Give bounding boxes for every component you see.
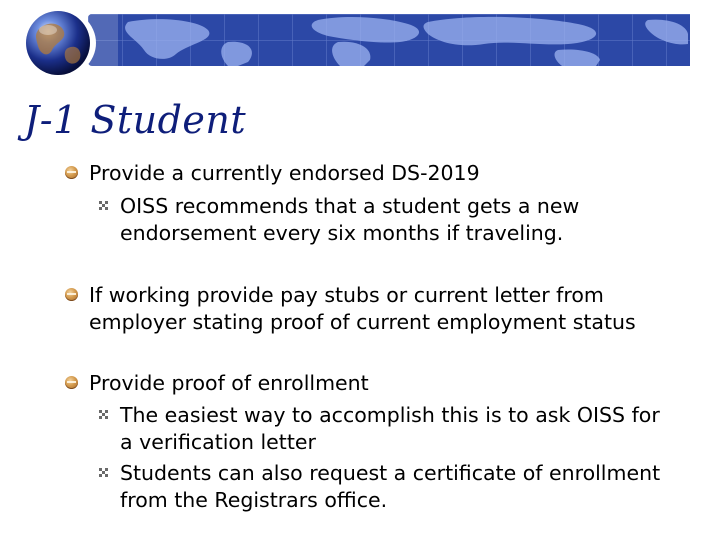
- square-bullet-icon: [98, 409, 109, 420]
- square-bullet-icon: [98, 200, 109, 211]
- round-bullet-icon: [65, 376, 78, 389]
- sub-bullet-line: Students can also request a certificate of enrollment: [120, 461, 661, 485]
- sub-bullet-line: OISS recommends that a student gets a new: [120, 194, 580, 218]
- bullet-line: If working provide pay stubs or current letter from: [89, 283, 604, 307]
- bullet-item: Provide a currently endorsed DS-2019: [89, 161, 480, 185]
- bullet-line: employer stating proof of current employment status: [89, 310, 636, 334]
- sub-bullet-line: endorsement every six months if traveling.: [120, 221, 564, 245]
- slide-title: J-1 Student: [24, 98, 247, 142]
- round-bullet-icon: [65, 288, 78, 301]
- round-bullet-icon: [65, 166, 78, 179]
- square-bullet-icon: [98, 467, 109, 478]
- sub-bullet-line: from the Registrars office.: [120, 488, 388, 512]
- sub-bullet-line: The easiest way to accomplish this is to ask OISS for: [120, 403, 660, 427]
- bullet-item: Provide proof of enrollment: [89, 371, 369, 395]
- sub-bullet-line: a verification letter: [120, 430, 316, 454]
